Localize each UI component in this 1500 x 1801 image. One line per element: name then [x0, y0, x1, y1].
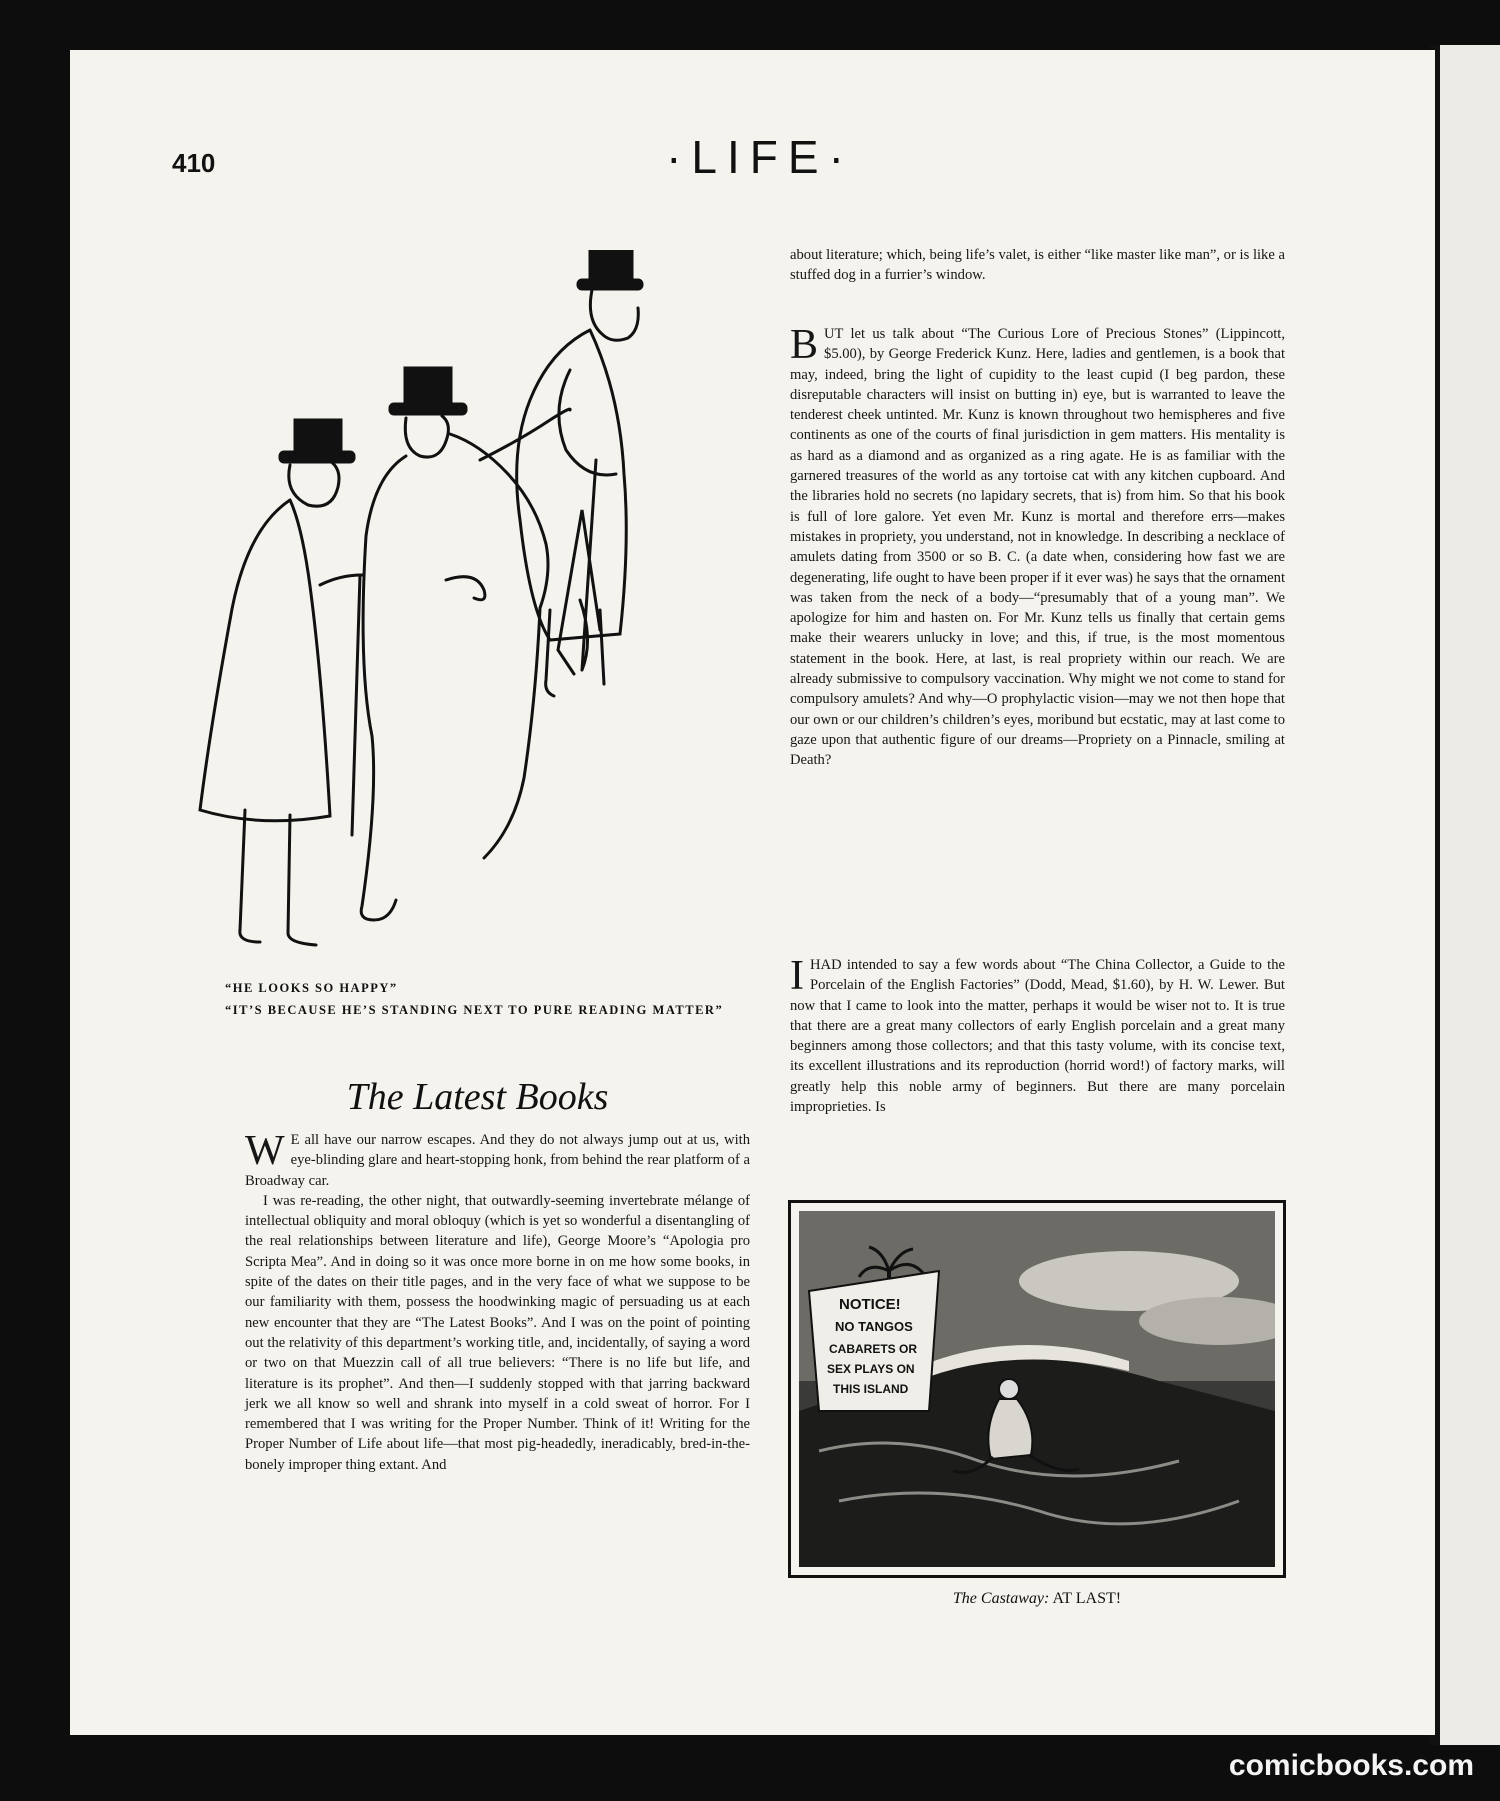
paragraph-china: HAD intended to say a few words about “The China Collector, a Guide to the Porcelain of the English Factories” (Dodd, Mead, $1.60), by H. W. Lewer. But now that I came to look into the matter, perhaps it would be wiser not to. It is true that there are a great many collectors of early English porcelain and a great many beginners among those collectors; and that this tasty volume, with its concise text, its excellent illustrations and its reproduction (horrid word!) of factory marks, will greatly help this noble army of beginners. But there are many porcelain improprieties. Is: [790, 957, 1285, 1116]
sign-line-4: SEX PLAYS ON: [827, 1362, 915, 1376]
castaway-drawing: [799, 1211, 1275, 1567]
dropcap-i: I: [790, 953, 804, 999]
castaway-illustration: [788, 1200, 1286, 1578]
cartoon-caption-line2: “IT’S BECAUSE HE’S STANDING NEXT TO PURE READING MATTER”: [225, 1003, 724, 1017]
sign-line-3: CABARETS OR: [829, 1342, 918, 1356]
sign-line-1: NOTICE!: [839, 1296, 901, 1313]
dropcap-b: B: [790, 322, 819, 368]
castaway-caption-tail: AT LAST!: [1052, 1590, 1122, 1607]
dropcap-w: W: [245, 1128, 285, 1174]
watermark: comicbooks.com: [1228, 1749, 1474, 1782]
sign-line-2: NO TANGOS: [835, 1319, 913, 1334]
right-column-china: [790, 955, 1285, 1117]
castaway-caption-title: The Castaway:: [952, 1590, 1050, 1607]
sign-line-5: THIS ISLAND: [833, 1382, 909, 1396]
right-column-continuation: about literature; which, being life’s valet, is either “like master like man”, or is like a stuffed dog in a furrier’s window.: [790, 247, 1285, 284]
cartoon-caption-line1: “HE LOOKS SO HAPPY”: [225, 981, 398, 995]
paragraph-1: E all have our narrow escapes. And they do not always jump out at us, with eye-blinding glare and heart-stopping honk, from behind the rear platform of a Broadway car.: [245, 1132, 750, 1189]
page-number: 410: [172, 148, 216, 178]
right-column-kunz: [790, 324, 1285, 771]
paragraph-2: I was re-reading, the other night, that outwardly-seeming invertebrate mélange of intellectual obliquity and moral obloquy (which is yet so wonderful a disentangling of the real relationships between literature and life), George Moore’s “Apologia pro Scripta Mea”. And in doing so it was once more borne in on me how some books, in spite of the dates on their title pages, and in the very face of what we suppose to be our familiarity with them, possess the hoodwinking magic of persuading us at each new encounter that they are “The Latest Books”. And I was on the point of pointing out the relativity of this department’s working title, and, incidentally, of saying a word or two on that Muezzin call of all true believers: “There is no life but life, and literature is its prophet”. And then—I suddenly stopped with that jarring backward jerk we all know so well and shrank into myself in a cold sweat of horror. For I remembered that I was writing for the Proper Number. Think of it! Writing for the Proper Number of Life about life—that most pig-headedly, ineradicably, bred-in-the-bonely improper thing extant. And: [245, 1192, 750, 1473]
left-column-text: [245, 1130, 750, 1475]
cartoon-illustration: [170, 250, 730, 980]
article-title: The Latest Books: [346, 1076, 609, 1118]
castaway-caption: [788, 1590, 1286, 1608]
adjacent-page: [1440, 45, 1500, 1745]
masthead-life: ·LIFE·: [666, 131, 854, 183]
cartoon-caption: [225, 977, 735, 1021]
paragraph-kunz: UT let us talk about “The Curious Lore of Precious Stones” (Lippincott, $5.00), by George Frederick Kunz. Here, ladies and gentlemen, is a book that may, indeed, bring the light of cupidity to the least cupid (I beg pardon, these disreputable characters will insist on butting in) eye, but is warranted to leave the tenderest cheek untinted. Mr. Kunz is known throughout two hemispheres and five continents as one of the courts of final jurisdiction in gem matters. His mentality is as hard as a diamond and as organized as a ring agate. He is as familiar with the garnered treasures of the world as any tortoise cat with any kitchen cupboard. And the libraries hold no secrets (no lapidary secrets, that is) from him. So that his book is full of lore galore. Yet even Mr. Kunz is mortal and therefore errs—makes mistakes in propriety, you understand, not in knowledge. In describing a necklace of amulets dating from 3500 or so B. C. (a date when, considering how fast we are degenerating, life ought to have been proper if it ever was) he says that the ornament was taken from the neck of a body—“presumably that of a young man”. We apologize for him and hasten on. For Mr. Kunz tells us finally that certain gems make their wearers unlucky in love; and this, if true, is the most momentous statement in the book. Here, at last, is real propriety within our reach. We are already submissive to compulsory vaccination. Why might we not come to stand for compulsory amulets? And why—O prophylactic vision—may we not then hope that our own or our children’s children’s eyes, moribund but ecstatic, may at last come to gaze upon that authentic figure of our dreams—Propriety on a Pinnacle, smiling at Death?: [790, 326, 1285, 769]
